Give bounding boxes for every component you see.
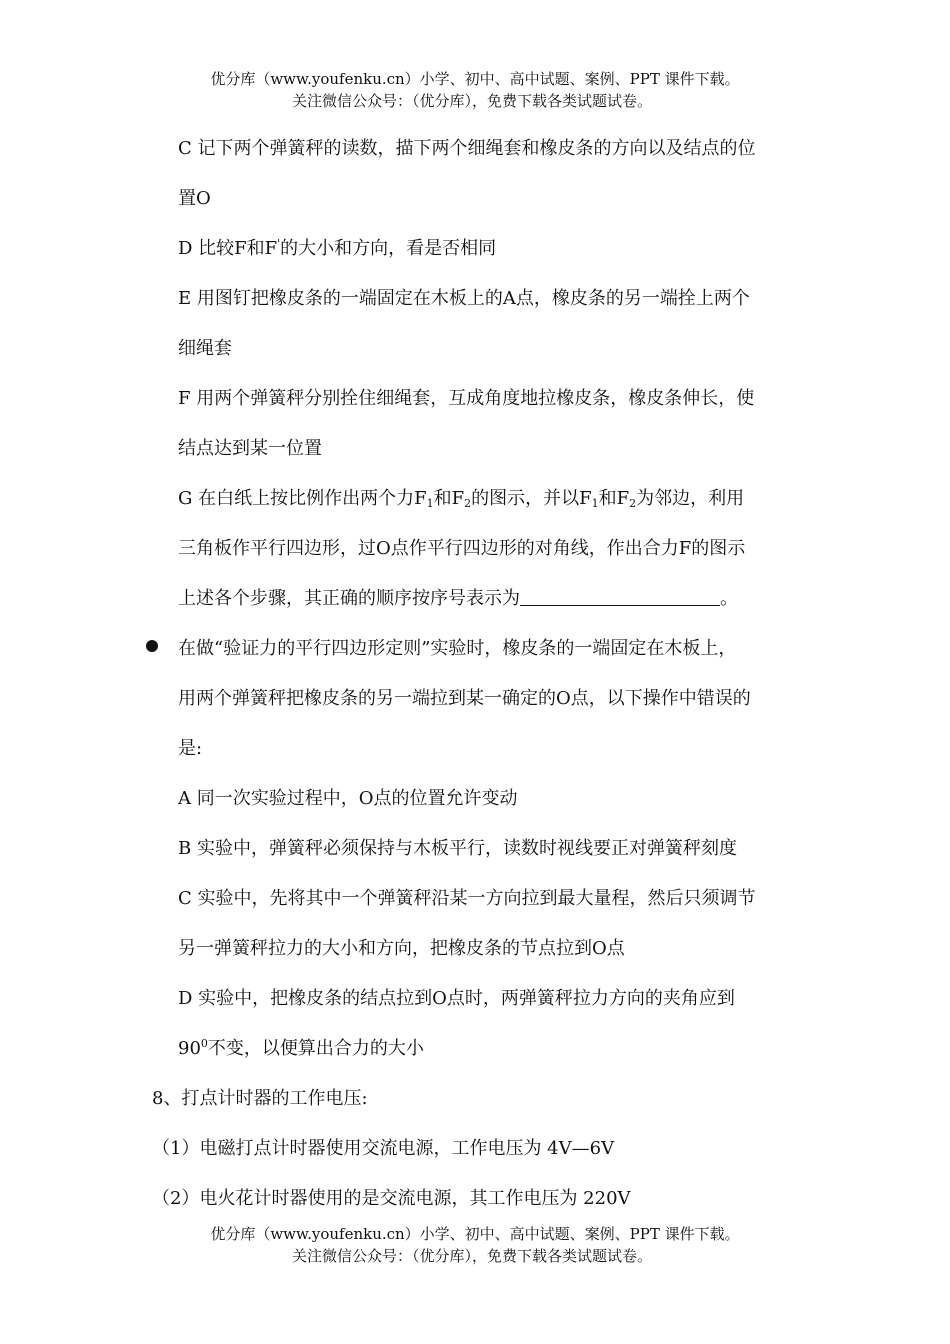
step-g-text-a: G 在白纸上按比例作出两个力F (178, 488, 427, 509)
step-d-prime: ' (277, 237, 281, 250)
subscript: 1 (426, 497, 434, 510)
option-c-line-1: C 实验中，先将其中一个弹簧秤沿某一方向拉到最大量程，然后只须调节 (178, 888, 756, 909)
bullet-icon (146, 640, 158, 652)
step-e-line-2: 细绳套 (178, 338, 232, 359)
footer-line-2: 关注微信公众号：（优分库），免费下载各类试题试卷。 (291, 1247, 652, 1265)
superscript: 0 (200, 1037, 208, 1050)
step-f-line-1: F 用两个弹簧秤分别拴住细绳套，互成角度地拉橡皮条，橡皮条伸长，使 (178, 388, 755, 409)
step-g-line-2: 三角板作平行四边形，过O点作平行四边形的对角线，作出合力F的图示 (178, 538, 746, 559)
answer-blank[interactable] (520, 589, 720, 606)
step-g-text-b: 和F (433, 488, 465, 509)
subscript: 1 (591, 497, 599, 510)
step-c-line-2: 置O (178, 188, 211, 209)
section-8-item-1: （1）电磁打点计时器使用交流电源，工作电压为 4V—6V (152, 1138, 615, 1159)
section-8-title: 8、打点计时器的工作电压: (152, 1088, 368, 1109)
step-g-text-c: 的图示，并以F (471, 488, 592, 509)
question-line-2: 用两个弹簧秤把橡皮条的另一端拉到某一确定的O点，以下操作中错误的 (178, 688, 751, 709)
step-d-pre: D 比较F和F (178, 238, 278, 259)
step-e-line-1: E 用图钉把橡皮条的一端固定在木板上的A点，橡皮条的另一端拴上两个 (178, 288, 750, 309)
option-d-line-1: D 实验中，把橡皮条的结点拉到O点时，两弹簧秤拉力方向的夹角应到 (178, 988, 735, 1009)
step-g-line-1 (178, 484, 744, 510)
subscript: 2 (464, 497, 472, 510)
section-8-item-2: （2）电火花计时器使用的是交流电源，其工作电压为 220V (152, 1188, 631, 1209)
subscript: 2 (629, 497, 637, 510)
step-f-line-2: 结点达到某一位置 (178, 438, 322, 459)
step-c-line-1: C 记下两个弹簧秤的读数，描下两个细绳套和橡皮条的方向以及结点的位 (178, 138, 756, 159)
order-question (178, 584, 738, 610)
option-a: A 同一次实验过程中，O点的位置允许变动 (178, 788, 518, 809)
page-header (0, 68, 950, 112)
option-d-line-2 (178, 1034, 424, 1060)
option-b: B 实验中，弹簧秤必须保持与木板平行，读数时视线要正对弹簧秤刻度 (178, 838, 737, 859)
page-footer (0, 1223, 950, 1267)
step-d-post: 的大小和方向，看是否相同 (280, 238, 497, 259)
step-g-text-e: 为邻边，利用 (636, 488, 745, 509)
question-line-3: 是: (178, 738, 203, 759)
step-g-text-d: 和F (598, 488, 630, 509)
order-text: 上述各个步骤，其正确的顺序按序号表示为 (178, 588, 520, 609)
question-line-1: 在做“验证力的平行四边形定则”实验时，橡皮条的一端固定在木板上， (178, 638, 737, 659)
header-line-2: 关注微信公众号：（优分库），免费下载各类试题试卷。 (291, 92, 652, 110)
footer-line-1: 优分库（www.youfenku.cn）小学、初中、高中试题、案例、PPT 课件下载。 (210, 1225, 740, 1243)
option-c-line-2: 另一弹簧秤拉力的大小和方向，把橡皮条的节点拉到O点 (178, 938, 625, 959)
order-period: 。 (720, 588, 738, 609)
step-d (178, 234, 496, 260)
header-line-1: 优分库（www.youfenku.cn）小学、初中、高中试题、案例、PPT 课件下载。 (210, 70, 740, 88)
option-d-number: 90 (178, 1038, 201, 1059)
option-d-text: 不变，以便算出合力的大小 (207, 1038, 424, 1059)
